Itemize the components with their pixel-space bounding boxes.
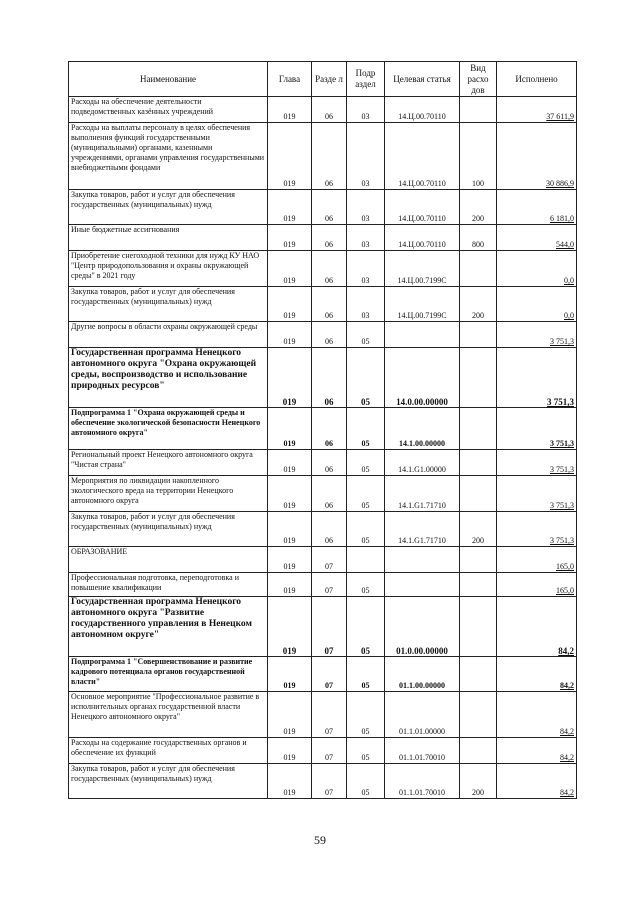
row-name: Мероприятия по ликвидации накопленного экологического вреда на территории Ненецкого автономного округа bbox=[69, 476, 268, 512]
row-chapter: 019 bbox=[268, 597, 312, 657]
row-section: 06 bbox=[312, 287, 347, 322]
row-section: 06 bbox=[312, 512, 347, 547]
row-target: 14.1.G1.71710 bbox=[385, 476, 460, 512]
row-kind: 200 bbox=[460, 764, 497, 799]
table-row bbox=[69, 476, 577, 512]
row-subsection: 05 bbox=[347, 322, 385, 348]
row-chapter: 019 bbox=[268, 348, 312, 408]
row-section: 06 bbox=[312, 97, 347, 123]
table-row bbox=[69, 123, 577, 190]
row-target: 14.Ц.00.70110 bbox=[385, 97, 460, 123]
header-section: Разде л bbox=[312, 62, 347, 97]
row-subsection: 03 bbox=[347, 123, 385, 190]
row-chapter: 019 bbox=[268, 692, 312, 738]
row-target: 01.1.01.70010 bbox=[385, 764, 460, 799]
row-section: 06 bbox=[312, 322, 347, 348]
table-row bbox=[69, 287, 577, 322]
table-row bbox=[69, 251, 577, 287]
row-kind bbox=[460, 476, 497, 512]
row-value: 3 751,3 bbox=[497, 476, 577, 512]
row-kind bbox=[460, 97, 497, 123]
row-target bbox=[385, 322, 460, 348]
row-section: 06 bbox=[312, 450, 347, 476]
row-section: 06 bbox=[312, 190, 347, 225]
row-subsection: 03 bbox=[347, 251, 385, 287]
row-kind bbox=[460, 450, 497, 476]
row-kind bbox=[460, 322, 497, 348]
row-value: 84,2 bbox=[497, 738, 577, 764]
row-section: 07 bbox=[312, 573, 347, 597]
row-name: Подпрограмма 1 "Охрана окружающей среды и обеспечение экологической безопасности Ненецкого автономного округа" bbox=[69, 408, 268, 450]
row-target: 14.1.G1.71710 bbox=[385, 512, 460, 547]
row-name: Другие вопросы в области охраны окружающей среды bbox=[69, 322, 268, 348]
row-value: 84,2 bbox=[497, 657, 577, 692]
row-target: 14.1.00.00000 bbox=[385, 408, 460, 450]
row-section: 06 bbox=[312, 408, 347, 450]
header-subsection: Подр аздел bbox=[347, 62, 385, 97]
row-target bbox=[385, 547, 460, 573]
row-target: 14.Ц.00.70110 bbox=[385, 225, 460, 251]
row-target: 14.Ц.00.70110 bbox=[385, 190, 460, 225]
table-row bbox=[69, 225, 577, 251]
row-kind bbox=[460, 348, 497, 408]
row-target: 14.0.00.00000 bbox=[385, 348, 460, 408]
row-chapter: 019 bbox=[268, 190, 312, 225]
header-kind: Вид расхо дов bbox=[460, 62, 497, 97]
row-target bbox=[385, 573, 460, 597]
table-row bbox=[69, 764, 577, 799]
row-kind bbox=[460, 251, 497, 287]
row-subsection bbox=[347, 547, 385, 573]
row-name: Государственная программа Ненецкого автономного округа "Развитие государственного управления в Ненецком автономном округе" bbox=[69, 597, 268, 657]
row-subsection: 03 bbox=[347, 287, 385, 322]
header-name: Наименование bbox=[69, 62, 268, 97]
row-subsection: 05 bbox=[347, 408, 385, 450]
row-target: 14.1.G1.00000 bbox=[385, 450, 460, 476]
row-name: Закупка товаров, работ и услуг для обеспечения государственных (муниципальных) нужд bbox=[69, 287, 268, 322]
row-target: 14.Ц.00.70110 bbox=[385, 123, 460, 190]
row-section: 07 bbox=[312, 657, 347, 692]
table-row bbox=[69, 408, 577, 450]
row-chapter: 019 bbox=[268, 547, 312, 573]
row-name: Закупка товаров, работ и услуг для обеспечения государственных (муниципальных) нужд bbox=[69, 764, 268, 799]
row-value: 3 751,3 bbox=[497, 450, 577, 476]
row-value: 37 611,9 bbox=[497, 97, 577, 123]
row-chapter: 019 bbox=[268, 512, 312, 547]
table-row bbox=[69, 190, 577, 225]
row-value: 30 886,9 bbox=[497, 123, 577, 190]
table-header-row bbox=[69, 62, 577, 97]
table-row bbox=[69, 547, 577, 573]
row-section: 07 bbox=[312, 692, 347, 738]
row-subsection: 05 bbox=[347, 450, 385, 476]
row-name: Закупка товаров, работ и услуг для обеспечения государственных (муниципальных) нужд bbox=[69, 512, 268, 547]
row-value: 0,0 bbox=[497, 251, 577, 287]
row-section: 06 bbox=[312, 123, 347, 190]
row-name: Государственная программа Ненецкого автономного округа "Охрана окружающей среды, воспроизводство и использование природных ресурсов" bbox=[69, 348, 268, 408]
row-value: 84,2 bbox=[497, 597, 577, 657]
header-chapter: Глава bbox=[268, 62, 312, 97]
row-name: Профессиональная подготовка, переподготовка и повышение квалификации bbox=[69, 573, 268, 597]
row-kind bbox=[460, 657, 497, 692]
table-row bbox=[69, 657, 577, 692]
row-chapter: 019 bbox=[268, 97, 312, 123]
row-value: 3 751,3 bbox=[497, 322, 577, 348]
row-section: 07 bbox=[312, 597, 347, 657]
row-value: 3 751,3 bbox=[497, 348, 577, 408]
row-value: 544,0 bbox=[497, 225, 577, 251]
row-kind bbox=[460, 692, 497, 738]
row-chapter: 019 bbox=[268, 225, 312, 251]
row-target: 01.1.01.70010 bbox=[385, 738, 460, 764]
row-chapter: 019 bbox=[268, 322, 312, 348]
page-number: 59 bbox=[314, 833, 326, 847]
budget-table bbox=[68, 61, 577, 799]
table-row bbox=[69, 450, 577, 476]
row-name: Расходы на содержание государственных органов и обеспечение их функций bbox=[69, 738, 268, 764]
row-section: 07 bbox=[312, 764, 347, 799]
row-target: 14.Ц.00.7199С bbox=[385, 251, 460, 287]
row-name: Основное мероприятие "Профессиональное развитие в исполнительных органах государственной власти Ненецкого автономного округа" bbox=[69, 692, 268, 738]
row-subsection: 05 bbox=[347, 657, 385, 692]
row-section: 07 bbox=[312, 738, 347, 764]
row-kind bbox=[460, 738, 497, 764]
row-chapter: 019 bbox=[268, 738, 312, 764]
row-name: Подпрограмма 1 "Совершенствование и развитие кадрового потенциала органов государственной власти" bbox=[69, 657, 268, 692]
row-subsection: 05 bbox=[347, 573, 385, 597]
row-section: 06 bbox=[312, 251, 347, 287]
row-value: 84,2 bbox=[497, 692, 577, 738]
row-chapter: 019 bbox=[268, 251, 312, 287]
row-value: 3 751,3 bbox=[497, 512, 577, 547]
row-section: 07 bbox=[312, 547, 347, 573]
row-name: ОБРАЗОВАНИЕ bbox=[69, 547, 268, 573]
table-row bbox=[69, 692, 577, 738]
row-subsection: 03 bbox=[347, 225, 385, 251]
row-name: Иные бюджетные ассигнования bbox=[69, 225, 268, 251]
row-chapter: 019 bbox=[268, 764, 312, 799]
row-target: 01.1.01.00000 bbox=[385, 692, 460, 738]
row-chapter: 019 bbox=[268, 476, 312, 512]
row-subsection: 05 bbox=[347, 476, 385, 512]
row-kind bbox=[460, 547, 497, 573]
row-chapter: 019 bbox=[268, 408, 312, 450]
row-chapter: 019 bbox=[268, 657, 312, 692]
table-row bbox=[69, 573, 577, 597]
row-target: 01.0.00.00000 bbox=[385, 597, 460, 657]
row-kind bbox=[460, 573, 497, 597]
row-section: 06 bbox=[312, 476, 347, 512]
row-section: 06 bbox=[312, 348, 347, 408]
header-target: Целевая статья bbox=[385, 62, 460, 97]
row-value: 6 181,0 bbox=[497, 190, 577, 225]
row-chapter: 019 bbox=[268, 573, 312, 597]
row-value: 165,0 bbox=[497, 547, 577, 573]
row-subsection: 05 bbox=[347, 348, 385, 408]
row-subsection: 03 bbox=[347, 190, 385, 225]
row-subsection: 05 bbox=[347, 764, 385, 799]
row-kind: 200 bbox=[460, 512, 497, 547]
table-row bbox=[69, 322, 577, 348]
row-chapter: 019 bbox=[268, 287, 312, 322]
row-subsection: 05 bbox=[347, 512, 385, 547]
row-name: Региональный проект Ненецкого автономного округа "Чистая страна" bbox=[69, 450, 268, 476]
row-target: 01.1.00.00000 bbox=[385, 657, 460, 692]
row-value: 165,0 bbox=[497, 573, 577, 597]
row-section: 06 bbox=[312, 225, 347, 251]
row-kind: 200 bbox=[460, 190, 497, 225]
row-kind: 200 bbox=[460, 287, 497, 322]
row-kind: 800 bbox=[460, 225, 497, 251]
row-kind bbox=[460, 408, 497, 450]
table-row bbox=[69, 348, 577, 408]
table-body bbox=[69, 97, 577, 799]
table-row bbox=[69, 97, 577, 123]
row-value: 3 751,3 bbox=[497, 408, 577, 450]
row-subsection: 05 bbox=[347, 692, 385, 738]
row-name: Приобретение снегоходной техники для нужд КУ НАО "Центр природопользования и охраны окружающей среды" в 2021 году bbox=[69, 251, 268, 287]
table-row bbox=[69, 597, 577, 657]
row-value: 84,2 bbox=[497, 764, 577, 799]
row-name: Расходы на обеспечение деятельности подведомственных казённых учреждений bbox=[69, 97, 268, 123]
row-kind: 100 bbox=[460, 123, 497, 190]
row-chapter: 019 bbox=[268, 123, 312, 190]
row-subsection: 03 bbox=[347, 97, 385, 123]
header-executed: Исполнено bbox=[497, 62, 577, 97]
row-subsection: 05 bbox=[347, 738, 385, 764]
row-kind bbox=[460, 597, 497, 657]
row-target: 14.Ц.00.7199С bbox=[385, 287, 460, 322]
row-name: Расходы на выплаты персоналу в целях обеспечения выполнения функций государственными (муниципальными) органами, казенными учреждениями, органами управления государственными внебюджетными фондами bbox=[69, 123, 268, 190]
row-subsection: 05 bbox=[347, 597, 385, 657]
row-chapter: 019 bbox=[268, 450, 312, 476]
table-row bbox=[69, 738, 577, 764]
table-row bbox=[69, 512, 577, 547]
row-name: Закупка товаров, работ и услуг для обеспечения государственных (муниципальных) нужд bbox=[69, 190, 268, 225]
row-value: 0,0 bbox=[497, 287, 577, 322]
